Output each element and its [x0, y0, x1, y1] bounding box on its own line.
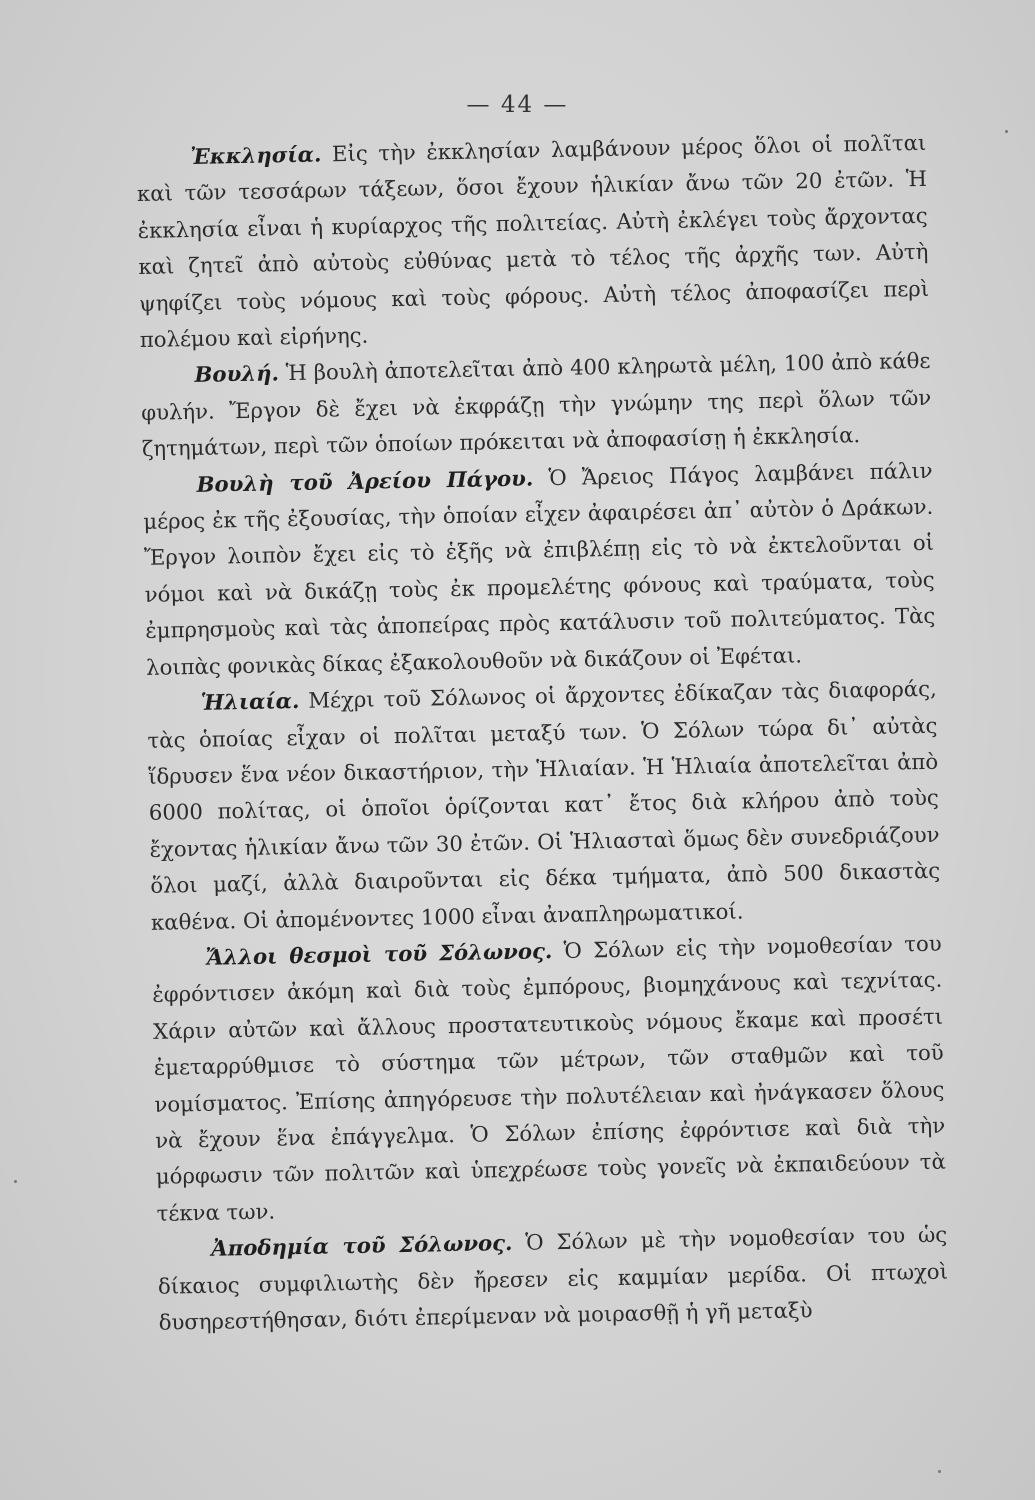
paper-speck: [938, 1470, 941, 1473]
section-heading: Ἄλλοι θεσμοὶ τοῦ Σόλωνος.: [205, 938, 553, 970]
paragraph-text: Ὁ Ἄρειος Πάγος λαμβάνει πάλιν μέρος ἐκ τῆς ἐξουσίας, τὴν ὁποίαν εἶχεν ἀφαιρέσει ἀπ᾽ αὐτὸν ὁ Δράκων. Ἔργον λοιπὸν ἔχει εἰς τὸ ἑξῆς νὰ ἐπιβλέπῃ εἰς τὸ νὰ ἐκτελοῦνται οἱ νόμοι καὶ νὰ δικάζῃ τοὺς ἐκ προμελέτης φόνους καὶ τραύματα, τοὺς ἐμπρησμοὺς καὶ τὰς ἀποπείρας πρὸς κατάλυσιν τοῦ πολιτεύματος. Τὰς λοιπὰς φονικὰς δίκας ἐξακολουθοῦν νὰ δικάζουν οἱ Ἐφέται.: [143, 457, 936, 680]
section-heading: Βουλή.: [194, 360, 280, 388]
section-heading: Ἡλιαία.: [200, 688, 300, 715]
paragraph-text: Ὁ Σόλων εἰς τὴν νομοθεσίαν του ἐφρόντισεν ἀκόμη καὶ διὰ τοὺς ἐμπόρους, βιομηχάνους καὶ τεχνίτας. Χάριν αὐτῶν καὶ ἄλλους προστατευτικοὺς νόμους ἔκαμε καὶ προσέτι ἐμεταρρύθμισε τὸ σύστημα τῶν μέτρων, τῶν σταθμῶν καὶ τοῦ νομίσματος. Ἐπίσης ἀπηγόρευσε τὴν πολυτέλειαν καὶ ἠνάγκασεν ὅλους νὰ ἔχουν ἕνα ἐπάγγελμα. Ὁ Σόλων ἐπίσης ἐφρόντισε καὶ διὰ τὴν μόρφωσιν τῶν πολιτῶν καὶ ὑπεχρέωσε τοὺς γονεῖς νὰ ἐκπαιδεύουν τὰ τέκνα των.: [152, 930, 946, 1226]
paragraph-text: Ἡ βουλὴ ἀποτελεῖται ἀπὸ 400 κληρωτὰ μέλη, 100 ἀπὸ κάθε φυλήν. Ἔργον δὲ ἔχει νὰ ἐκφράζῃ τὴν γνώμην της περὶ ὅλων τῶν ζητημάτων, περὶ τῶν ὁποίων πρόκειται νὰ ἀποφασίσῃ ἡ ἐκκλησία.: [140, 348, 932, 462]
paragraph-text: Εἰς τὴν ἐκκλησίαν λαμβάνουν μέρος ὅλοι οἱ πολῖται καὶ τῶν τεσσάρων τάξεων, ὅσοι ἔχουν ἡλικίαν ἄνω τῶν 20 ἐτῶν. Ἡ ἐκκλησία εἶναι ἡ κυρίαρχος τῆς πολιτείας. Αὐτὴ ἐκλέγει τοὺς ἄρχοντας καὶ ζητεῖ ἀπὸ αὐτοὺς εὐθύνας μετὰ τὸ τέλος τῆς ἀρχῆς των. Αὐτὴ ψηφίζει τοὺς νόμους καὶ τοὺς φόρους. Αὐτὴ τέλος ἀποφασίζει περὶ πολέμου καὶ εἰρήνης.: [136, 129, 930, 352]
paper-speck: [14, 1180, 17, 1183]
paragraph-ekklesia: [136, 125, 930, 359]
section-heading: Βουλὴ τοῦ Ἀρείου Πάγου.: [196, 465, 534, 497]
paragraph-text: Μέχρι τοῦ Σόλωνος οἱ ἄρχοντες ἐδίκαζαν τὰς διαφοράς, τὰς ὁποίας εἶχαν οἱ πολῖται μεταξύ των. Ὁ Σόλων τώρα δι᾽ αὐτὰς ἵδρυσεν ἕνα νέον δικαστήριον, τὴν Ἡλιαίαν. Ἡ Ἡλιαία ἀποτελεῖται ἀπὸ 6000 πολίτας, οἱ ὁποῖοι ὁρίζονται κατ᾽ ἔτος διὰ κλήρου ἀπὸ τοὺς ἔχοντας ἡλικίαν ἄνω τῶν 30 ἐτῶν. Οἱ Ἡλιασταὶ ὅμως δὲν συνεδριάζουν ὅλοι μαζί, ἀλλὰ διαιροῦνται εἰς δέκα τμήματα, ἀπὸ 500 δικαστὰς καθένα. Οἱ ἀπομένοντες 1000 εἶναι ἀναπληρωματικοί.: [147, 675, 941, 935]
paragraph-solon-departure: [157, 1217, 949, 1341]
paper-speck: [1005, 130, 1008, 133]
paragraph-heliaia: [146, 671, 941, 941]
body-text: [136, 125, 949, 1341]
paragraph-other-institutions: [151, 926, 946, 1232]
paragraph-boule: [140, 343, 932, 467]
paragraph-areios-pagos: [142, 452, 936, 686]
paragraph-text: Ὁ Σόλων μὲ τὴν νομοθεσίαν του ὡς δίκαιος συμφιλιωτὴς δὲν ἤρεσεν εἰς καμμίαν μερίδα. Οἱ πτωχοὶ δυσηρεστήθησαν, διότι ἐπερίμεναν νὰ μοιρασθῇ ἡ γῆ μεταξὺ: [157, 1221, 949, 1335]
page-number: — 44 —: [466, 92, 569, 118]
section-heading: Ἀποδημία τοῦ Σόλωνος.: [211, 1230, 513, 1261]
section-heading: Ἐκκλησία.: [190, 141, 322, 169]
